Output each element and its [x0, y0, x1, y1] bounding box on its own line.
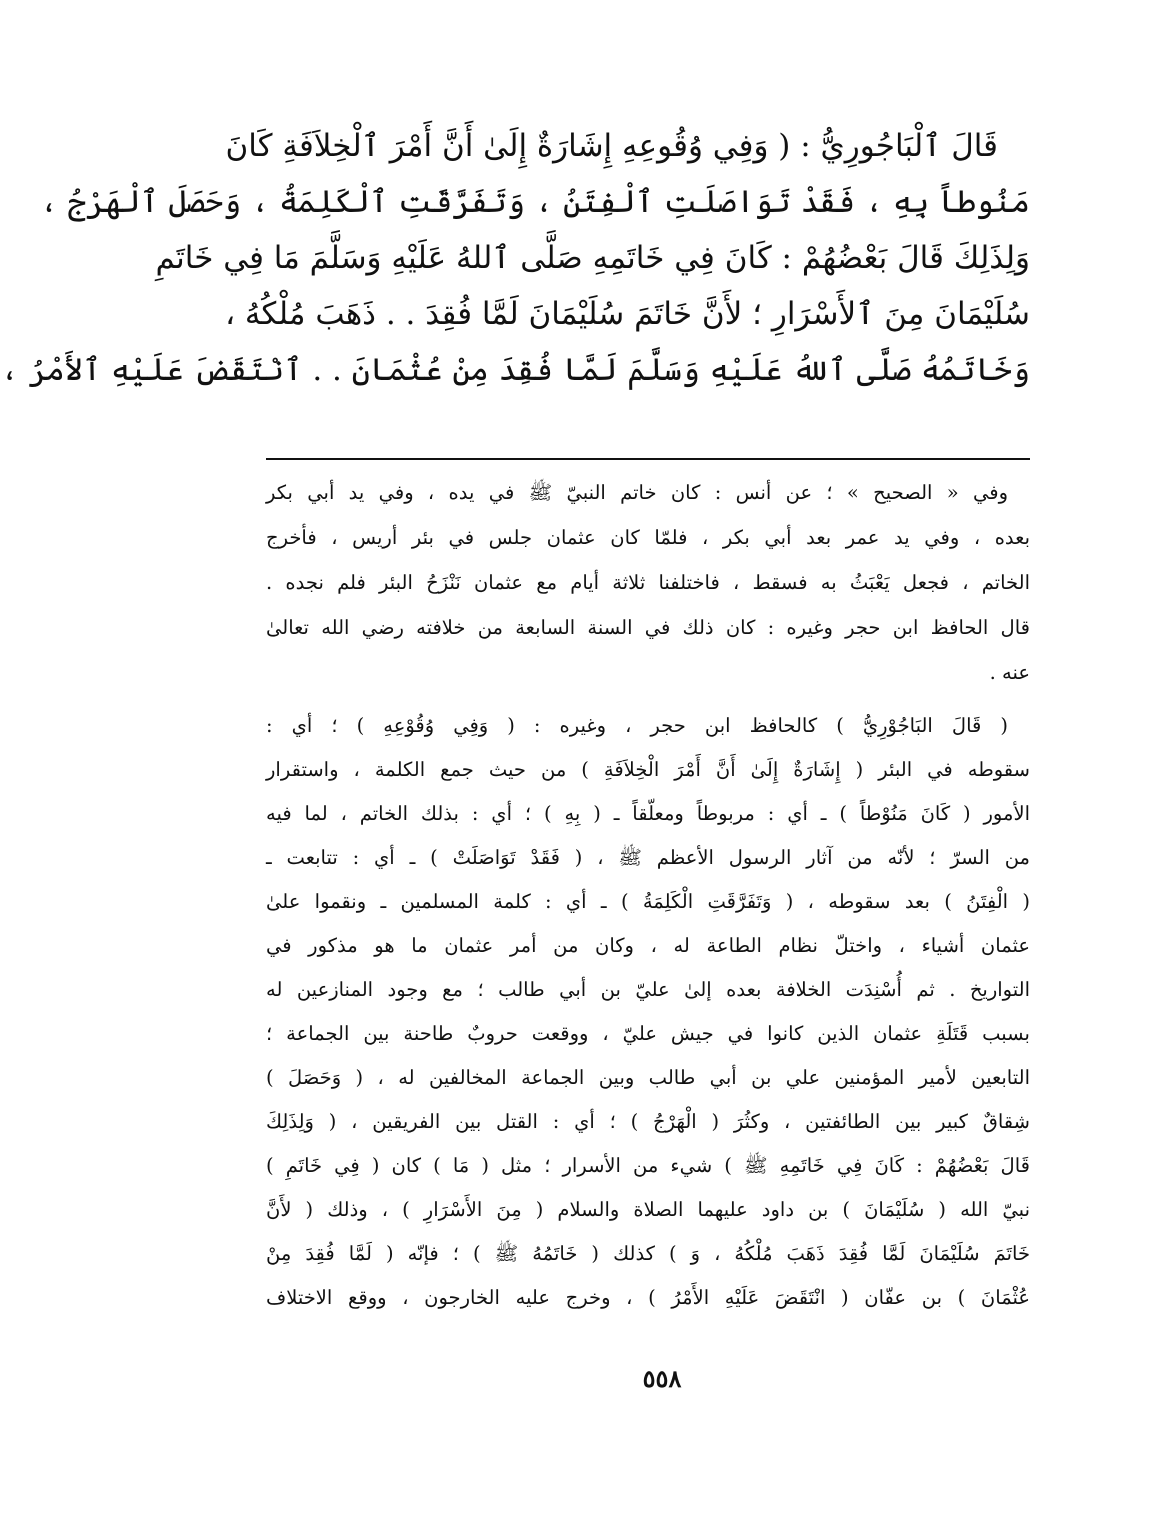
commentary-line: عثمان أشياء ، واختلّ نظام الطاعة له ، وكان من أمر عثمان ما هو مذكور في — [266, 934, 1030, 957]
commentary-line: من السرّ ؛ لأنّه من آثار الرسول الأعظم ﷺ ، ( فَقَدْ تَوَاصَلَتْ ) ـ أي : تتابعت ـ — [266, 846, 1030, 869]
commentary-line: نبيّ الله ( سُلَيْمَانَ ) بن داود عليهما الصلاة والسلام ( مِنَ الأَسْرَارِ ) ، وذلك ( لأَنَّ — [266, 1198, 1030, 1221]
footnote-line: عنه . — [989, 661, 1030, 684]
footnote-divider — [266, 458, 1030, 460]
main-text-line: مَنُوطاً بِهِ ، فَقَدْ تَوَاصَلَتِ ٱلْفِتَنُ ، وَتَفَرَّقَتِ ٱلْكَلِمَةُ ، وَحَصَلَ ٱلْهَرْجُ ، — [39, 184, 1030, 220]
page-number: ٥٥٨ — [642, 1364, 682, 1393]
commentary-line: سقوطه في البئر ( إِشَارَةٌ إِلَىٰ أَنَّ أَمْرَ الْخِلاَفَةِ ) من حيث جمع الكلمة ، واستقرار — [266, 758, 1030, 781]
main-text-line: سُلَيْمَانَ مِنَ ٱلأَسْرَارِ ؛ لأَنَّ خَاتَمَ سُلَيْمَانَ لَمَّا فُقِدَ . . ذَهَبَ مُلْكُهُ ، — [225, 296, 1030, 332]
commentary-line: ( قَالَ البَاجُوْرِيُّ ) كالحافظ ابن حجر ، وغيره : ( وَفِي وُقُوْعِهِ ) ؛ أي : — [266, 714, 1008, 737]
main-text-line: وَخَاتَمُهُ صَلَّى ٱللهُ عَلَيْهِ وَسَلَّمَ لَمَّا فُقِدَ مِنْ عُثْمَانَ . . ٱنْتَقَضَ عَلَيْهِ ٱلأَمْرُ ، — [0, 352, 1030, 388]
footnote-line: قال الحافظ ابن حجر وغيره : كان ذلك في السنة السابعة من خلافته رضي الله تعالىٰ — [266, 616, 1030, 639]
commentary-line: التواريخ . ثم أُسْنِدَت الخلافة بعده إلىٰ عليّ بن أبي طالب ؛ مع وجود المنازعين له — [266, 978, 1030, 1001]
commentary-block — [266, 704, 1030, 1320]
main-text-block — [0, 118, 1030, 398]
footnote-block — [266, 470, 1030, 695]
main-text-line: وَلِذَلِكَ قَالَ بَعْضُهُمْ : كَانَ فِي خَاتَمِهِ صَلَّى ٱللهُ عَلَيْهِ وَسَلَّمَ مَا فِي خَاتَمِ — [155, 240, 1030, 276]
commentary-line: خَاتَمَ سُلَيْمَانَ لَمَّا فُقِدَ ذَهَبَ مُلْكُهُ ، وَ ) كذلك ( خَاتَمُهُ ﷺ ) ؛ فإنّه ( لَمَّا فُقِدَ مِنْ — [266, 1242, 1030, 1265]
commentary-line: بسبب قَتَلَةِ عثمان الذين كانوا في جيش عليّ ، ووقعت حروبٌ طاحنة بين الجماعة ؛ — [266, 1022, 1030, 1045]
commentary-line: ( الْفِتَنُ ) بعد سقوطه ، ( وَتَفَرَّقَتِ الْكَلِمَةُ ) ـ أي : كلمة المسلمين ـ ونقموا علىٰ — [266, 890, 1030, 913]
main-text-line: قَالَ ٱلْبَاجُورِيُّ : ( وَفِي وُقُوعِهِ إِشَارَةٌ إِلَىٰ أَنَّ أَمْرَ ٱلْخِلاَفَةِ كَانَ — [225, 128, 998, 164]
commentary-line: الأمور ( كَانَ مَنُوْطاً ) ـ أي : مربوطاً ومعلّقاً ـ ( بِهِ ) ؛ أي : بذلك الخاتم ، لما فيه — [266, 802, 1030, 825]
commentary-line: عُثْمَانَ ) بن عفّان ( انْتَقَضَ عَلَيْهِ الأَمْرُ ) ، وخرج عليه الخارجون ، ووقع الاختلاف — [266, 1286, 1030, 1309]
commentary-line: قَالَ بَعْضُهُمْ : كَانَ فِي خَاتَمِهِ ﷺ ) شيء من الأسرار ؛ مثل ( مَا ) كان ( فِي خَاتَمِ ) — [266, 1154, 1030, 1177]
footnote-line: بعده ، وفي يد عمر بعد أبي بكر ، فلمّا كان عثمان جلس في بئر أريس ، فأخرج — [266, 526, 1030, 549]
commentary-line: شِقاقٌ كبير بين الطائفتين ، وكثُرَ ( الْهَرْجُ ) ؛ أي : القتل بين الفريقين ، ( وَلِذَلِكَ — [266, 1110, 1030, 1133]
footnote-line: الخاتم ، فجعل يَعْبَثُ به فسقط ، فاختلفنا ثلاثة أيام مع عثمان نَنْزَحُ البئر فلم نجده . — [266, 571, 1030, 594]
footnote-line: وفي « الصحيح » ؛ عن أنس : كان خاتم النبيّ ﷺ في يده ، وفي يد أبي بكر — [266, 481, 1008, 504]
commentary-line: التابعين لأمير المؤمنين علي بن أبي طالب وبين الجماعة المخالفين له ، ( وَحَصَلَ ) — [266, 1066, 1030, 1089]
